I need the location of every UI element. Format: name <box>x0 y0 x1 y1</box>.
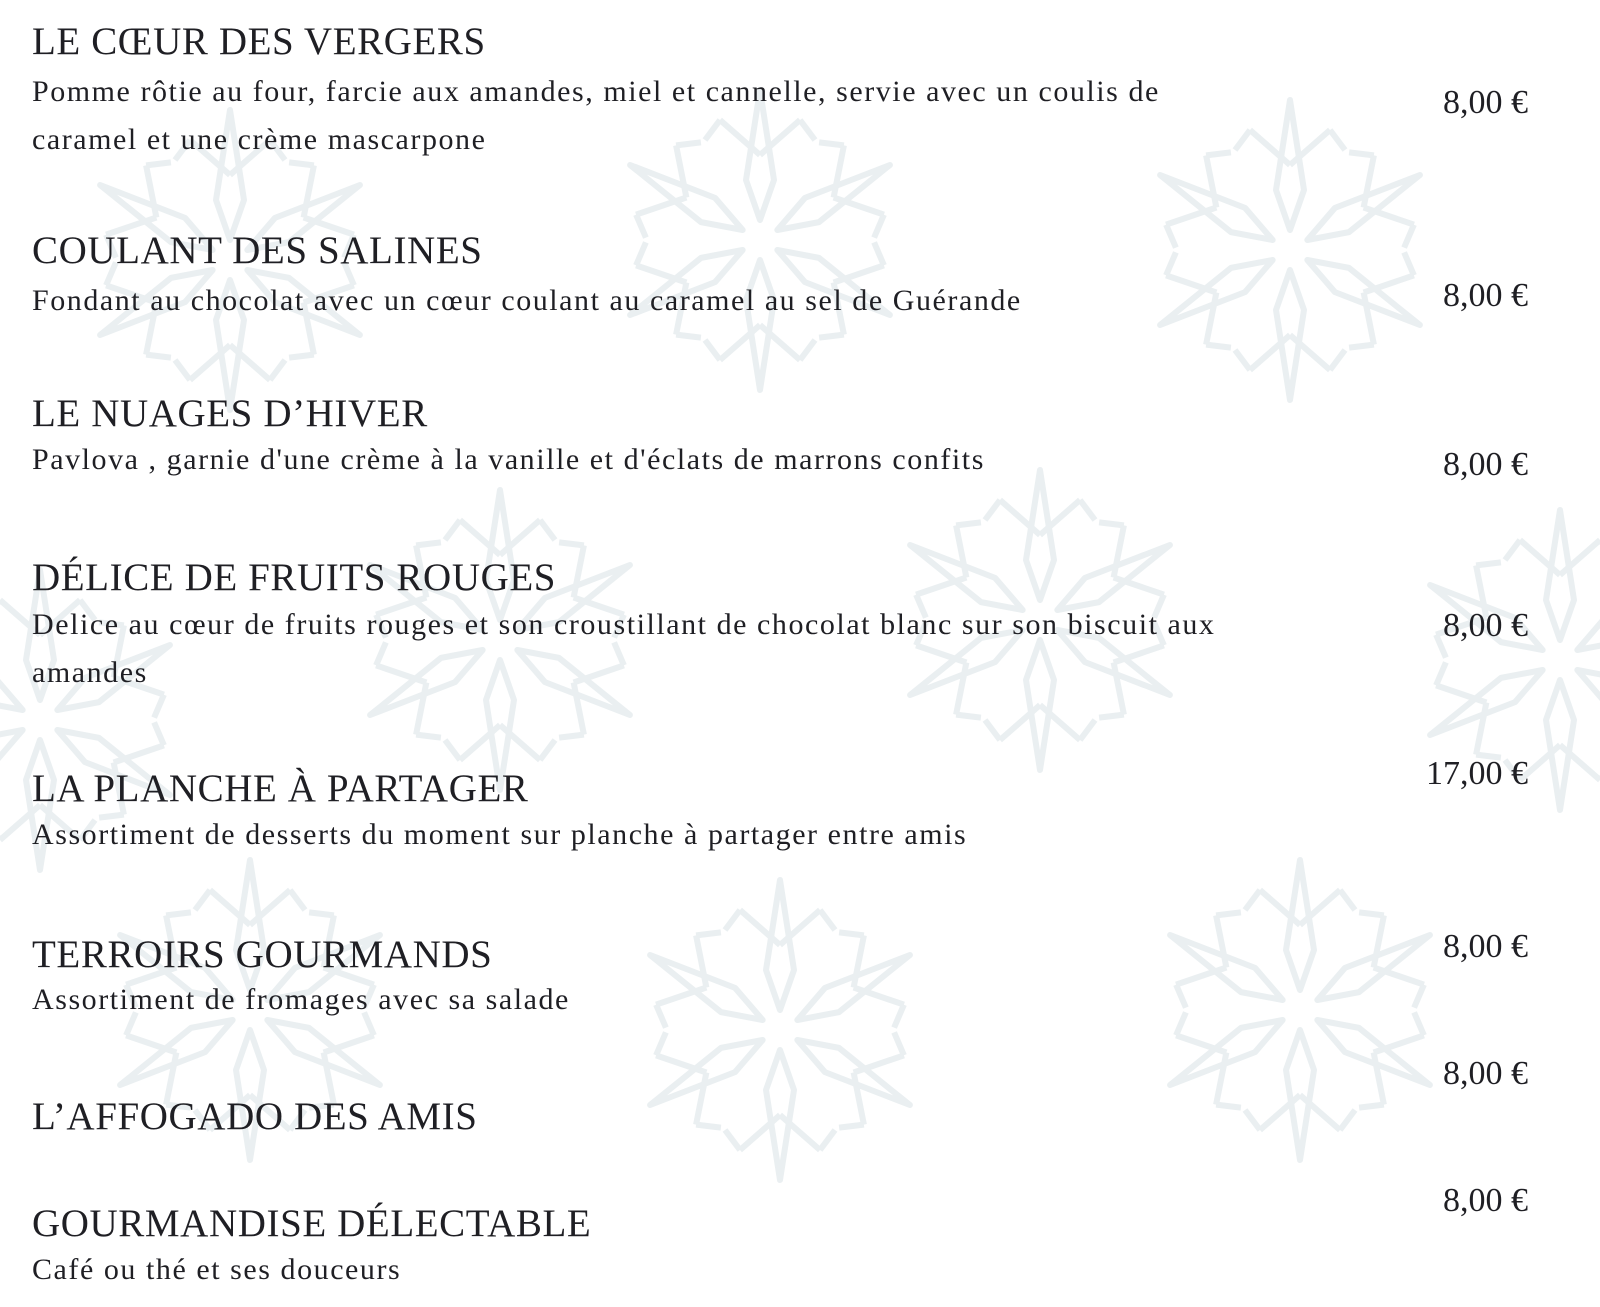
menu-item <box>0 1040 1600 1150</box>
menu-item-price: 8,00 € <box>1443 277 1528 314</box>
menu-item <box>0 370 1600 500</box>
menu-item-title: TERROIRS GOURMANDS <box>32 933 493 976</box>
menu-item-title: LE NUAGES D’HIVER <box>32 392 428 435</box>
menu-item-price: 8,00 € <box>1443 1055 1528 1092</box>
menu-item <box>0 745 1600 875</box>
menu-item-description: Café ou thé et ses douceurs <box>32 1253 402 1286</box>
menu-item-title: DÉLICE DE FRUITS ROUGES <box>32 556 557 599</box>
menu-item-title: GOURMANDISE DÉLECTABLE <box>32 1202 592 1245</box>
menu-item-price: 8,00 € <box>1443 928 1528 965</box>
menu-item <box>0 1170 1600 1307</box>
menu-item-description: Pavlova , garnie d'une crème à la vanille et d'éclats de marrons confits <box>32 443 985 476</box>
menu-item-price: 8,00 € <box>1443 446 1528 483</box>
menu-item-description: Pomme rôtie au four, farcie aux amandes, miel et cannelle, servie avec un coulis de caramel et une crème mascarpone <box>32 75 1160 156</box>
menu-item-description: Assortiment de fromages avec sa salade <box>32 983 570 1016</box>
menu-item-title: L’AFFOGADO DES AMIS <box>32 1095 478 1138</box>
menu-item-price: 17,00 € <box>1426 755 1528 792</box>
menu-item-price: 8,00 € <box>1443 84 1528 121</box>
menu-item-description: Fondant au chocolat avec un cœur coulant au caramel au sel de Guérande <box>32 284 1022 317</box>
menu-item-title: LE CŒUR DES VERGERS <box>32 20 486 63</box>
menu-item-title: COULANT DES SALINES <box>32 229 483 272</box>
menu-item-price: 8,00 € <box>1443 1182 1528 1219</box>
menu-item-description: Delice au cœur de fruits rouges et son croustillant de chocolat blanc sur son biscuit aux amandes <box>32 608 1216 689</box>
menu-item-price: 8,00 € <box>1443 607 1528 644</box>
menu-item <box>0 205 1600 345</box>
menu-item-description: Assortiment de desserts du moment sur planche à partager entre amis <box>32 818 968 851</box>
menu-item <box>0 0 1600 200</box>
menu-item-title: LA PLANCHE À PARTAGER <box>32 767 529 810</box>
menu-item <box>0 535 1600 715</box>
menu-item <box>0 910 1600 1030</box>
